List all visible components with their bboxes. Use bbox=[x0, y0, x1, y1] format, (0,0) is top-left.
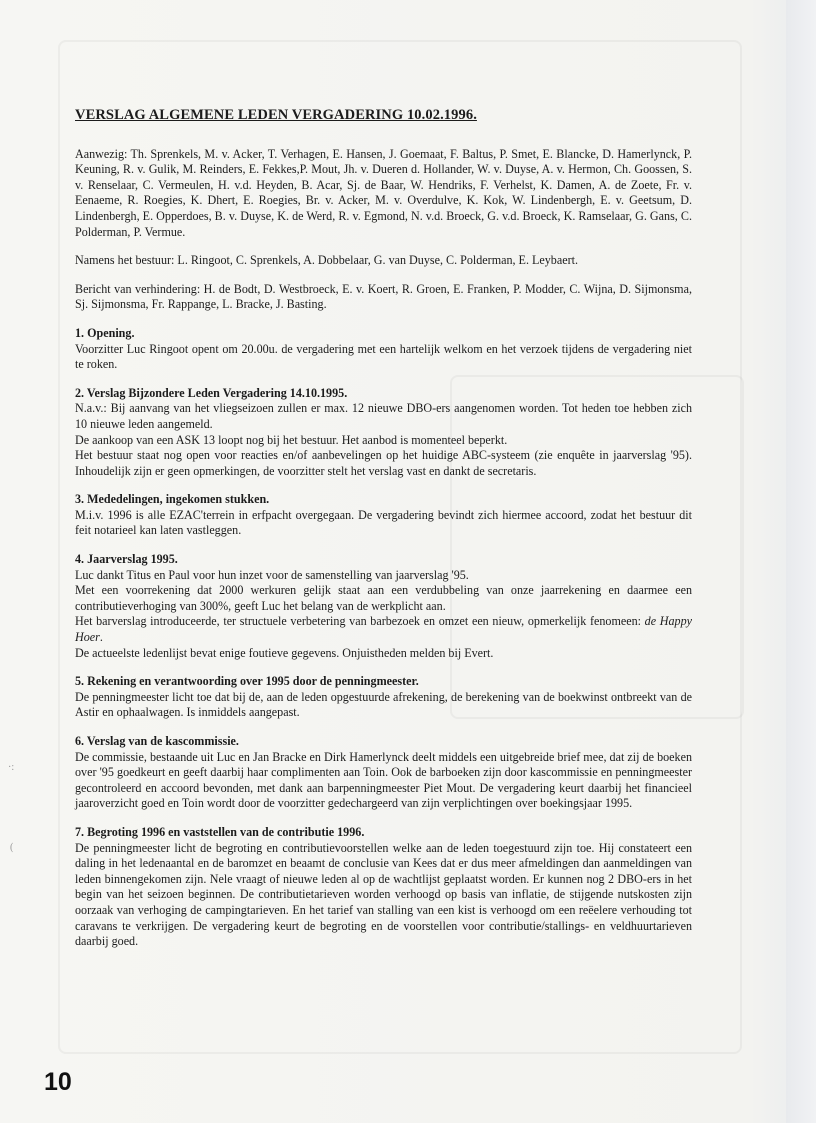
section-paragraph: Voorzitter Luc Ringoot opent om 20.00u. de vergadering met een hartelijk welkom en het verzoek tijdens de vergadering niet te roken. bbox=[75, 341, 692, 372]
section-paragraph: Met een voorrekening dat 2000 werkuren gelijk staat aan een verdubbeling van onze jaarrekening en daarmee een contributieverhoging van 300%, geeft Luc het belang van de werkplicht aan. bbox=[75, 583, 692, 613]
board-paragraph: Namens het bestuur: L. Ringoot, C. Sprenkels, A. Dobbelaar, G. van Duyse, C. Polderman, E. Leybaert. bbox=[75, 253, 578, 268]
section-paragraph: N.a.v.: Bij aanvang van het vliegseizoen zullen er max. 12 nieuwe DBO-ers aangenomen worden. Tot heden toe hebben zich 10 nieuwe leden aangemeld. bbox=[75, 401, 692, 431]
section-heading: 1. Opening. bbox=[75, 325, 135, 340]
section-announcements bbox=[75, 492, 692, 539]
page-edge-shadow bbox=[786, 0, 816, 1123]
section-paragraph: Luc dankt Titus en Paul voor hun inzet voor de samenstelling van jaarverslag '95. bbox=[75, 567, 469, 582]
section-heading: 6. Verslag van de kascommissie. bbox=[75, 734, 239, 748]
section-paragraph: De penningmeester licht de begroting en contributievoorstellen welke aan de leden toegestuurd zijn toe. Hij constateert een daling in het ledenaantal en de baromzet en beaamt de conclusie van Kees dat er dus meer afmeldingen dan aanmeldingen van leden binnengekomen zijn. Nele vraagt of nieuwe leden al op de wachtlijst geplaatst worden. Er kunnen nog 2 DBO-ers in het begin van het seizoen beginnen. De contributietarieven worden verhoogd op basis van inflatie, de stijgende nutskosten zijn oorzaak van verhoging de campingtarieven. En het tarief van stalling van een kist is verhoogd om een reëelere verhouding tot caravans te verkrijgen. De vergadering keurt de begroting en de voorstellen voor contributie/stallings- en veldhuurtarieven daarbij goed. bbox=[75, 840, 692, 949]
absentees-paragraph: Bericht van verhindering: H. de Bodt, D. Westbroeck, E. v. Koert, R. Groen, E. Franken, P. Modder, C. Wijna, D. Sijmonsma, Sj. Sijmonsma, Fr. Rappange, L. Bracke, J. Basting. bbox=[75, 281, 692, 312]
section-paragraph: Het barverslag introduceerde, ter structuele verbetering van barbezoek en omzet een nieuw, opmerkelijk fenomeen: de Happy Hoer. bbox=[75, 614, 692, 645]
section-annual-report bbox=[75, 552, 692, 661]
section-heading: 4. Jaarverslag 1995. bbox=[75, 552, 178, 567]
section-heading: 2. Verslag Bijzondere Leden Vergadering 14.10.1995. bbox=[75, 385, 348, 400]
scan-speck: ( bbox=[10, 842, 14, 853]
section-heading: 7. Begroting 1996 en vaststellen van de contributie 1996. bbox=[75, 824, 365, 839]
attendees-paragraph: Aanwezig: Th. Sprenkels, M. v. Acker, T. Verhagen, E. Hansen, J. Goemaat, F. Baltus, P. Smet, E. Blancke, D. Hamerlynck, P. Keuning, R. v. Gulik, M. Reinders, E. Fekkes,P. Mout, Jh. v. Dueren d. Hollander, W. v. Duyse, A. v. Hermon, Ch. Goossen, S. v. Renselaar, C. Vermeulen, H. v.d. Heyden, B. Acar, Sj. de Baar, W. Hendriks, F. Verhelst, K. Damen, A. de Zoete, Fr. v. Eenaeme, R. Roegies, K. Dhert, E. Roegies, Br. v. Acker, M. v. Overdulve, K. Kok, W. Lindenbergh, E. v. Geetsum, D. Lindenbergh, E. Opperdoes, B. v. Duyse, K. de Werd, R. v. Egmond, N. v.d. Broeck, G. v.d. Broeck, K. Ramselaar, G. Gans, C. Polderman, P. Vermue. bbox=[75, 146, 692, 239]
report-title: VERSLAG ALGEMENE LEDEN VERGADERING 10.02.1996. bbox=[75, 107, 477, 123]
section-opening bbox=[75, 326, 692, 373]
scan-speck: ·: bbox=[8, 762, 15, 773]
section-heading: 3. Mededelingen, ingekomen stukken. bbox=[75, 492, 270, 507]
section-treasurer-accounts bbox=[75, 674, 692, 721]
section-paragraph: M.i.v. 1996 is alle EZAC'terrein in erfpacht overgegaan. De vergadering bevindt zich hiermee accoord, zodat het bestuur dit feit notarieel kan laten vastleggen. bbox=[75, 507, 692, 538]
section-heading: 5. Rekening en verantwoording over 1995 door de penningmeester. bbox=[75, 674, 419, 689]
section-budget-contribution bbox=[75, 825, 692, 950]
section-audit-committee bbox=[75, 734, 692, 812]
section-paragraph: De commissie, bestaande uit Luc en Jan Bracke en Dirk Hamerlynck deelt middels een uitgebreide brief mee, dat zij de boeken over '95 goedkeurt en geeft daarbij haar complimenten aan Toin. Ook de barboeken zijn door kascommissie en penningmeester gecontroleerd en accoord bevonden, met dank aan barpenningmeester Piet Mout. De vergadering keurt daarbij het financieel jaaroverzicht goed en Toin wordt door de voorzitter gedechargeerd van zijn verplichtingen over boekingsjaar 1995. bbox=[75, 749, 692, 811]
section-paragraph: De aankoop van een ASK 13 loopt nog bij het bestuur. Het aanbod is momenteel beperkt. bbox=[75, 432, 508, 447]
section-paragraph: De actueelste ledenlijst bevat enige foutieve gegevens. Onjuistheden melden bij Evert. bbox=[75, 645, 494, 660]
emphasized-phrase: de Happy Hoer bbox=[75, 614, 692, 645]
section-paragraph: Het bestuur staat nog open voor reacties en/of aanbevelingen op het huidige ABC-systeem (zie enquête in jaarverslag '95). Inhoudelijk zijn er geen opmerkingen, de voorzitter stelt het verslag vast en dankt de secretaris. bbox=[75, 448, 692, 478]
meeting-report bbox=[75, 108, 692, 963]
page-number: 10 bbox=[44, 1068, 72, 1096]
section-paragraph: De penningmeester licht toe dat bij de, aan de leden opgestuurde afrekening, de berekening van de boekwinst ontbreekt van de Astir en ophaalwagen. Is inmiddels aangepast. bbox=[75, 689, 692, 720]
section-previous-minutes bbox=[75, 386, 692, 480]
